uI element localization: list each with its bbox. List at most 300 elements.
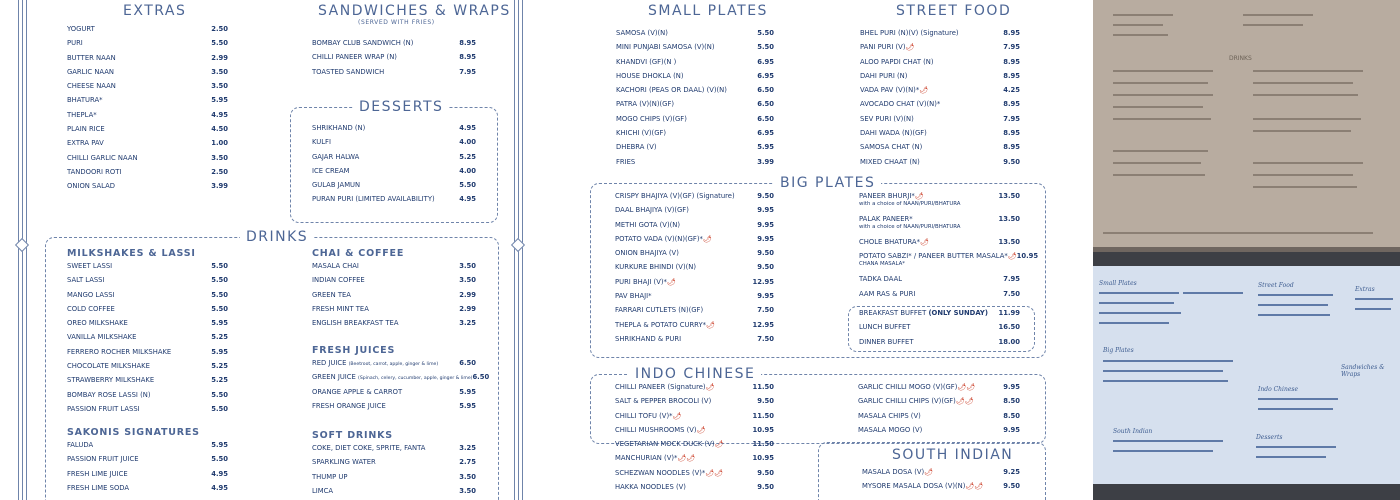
menu-item [67, 362, 228, 376]
photo-section-desserts: Desserts [1256, 434, 1283, 441]
menu-item-name: SAMOSA CHAT (N) [860, 143, 923, 152]
photo-section-extras: Extras [1355, 286, 1375, 293]
menu-item-price: 9.95 [757, 220, 774, 229]
menu-item-label [858, 412, 921, 420]
menu-item [615, 440, 774, 454]
menu-item-name: POTATO VADA (V)(N)(GF)* [615, 234, 703, 243]
menu-item [67, 54, 228, 68]
menu-item-name: SPARKLING WATER [312, 458, 376, 467]
menu-item-label [312, 276, 365, 284]
menu-item-name: DAHI WADA (N)(GF) [860, 129, 927, 138]
sandwiches-note: (SERVED WITH FRIES) [358, 19, 435, 26]
menu-item-label [860, 115, 914, 123]
buffet-list [859, 309, 1020, 352]
menu-item-price: 3.99 [757, 157, 774, 166]
menu-item-label [67, 405, 140, 413]
menu-item [616, 158, 774, 172]
menu-item [67, 291, 228, 305]
menu-item-label [615, 335, 681, 343]
menu-item-name: COLD COFFEE [67, 304, 115, 313]
menu-item [67, 82, 228, 96]
menu-item-price: 6.50 [757, 114, 774, 123]
menu-item-label [312, 373, 472, 381]
menu-item-name: BOMBAY CLUB SANDWICH (N) [312, 39, 414, 47]
menu-item-label [67, 333, 136, 341]
menu-item-label [615, 321, 715, 329]
menu-item-detail: (Beetroot, carrot, apple, ginger & lime) [348, 362, 439, 367]
photo-section-small-plates: Small Plates [1099, 280, 1137, 287]
menu-item-label [615, 426, 705, 434]
menu-item-price: 4.95 [459, 195, 476, 204]
menu-item-price: 3.50 [459, 262, 476, 270]
menu-item [312, 388, 476, 402]
menu-item [67, 154, 228, 168]
chai-heading: CHAI & COFFEE [312, 248, 405, 259]
menu-item [859, 309, 1020, 323]
menu-item-label [615, 206, 689, 214]
menu-item [615, 249, 774, 263]
big-plates-list-left [615, 192, 774, 349]
menu-item-price: 4.95 [211, 483, 228, 492]
menu-item-price: 4.95 [211, 469, 228, 478]
menu-item-label [312, 319, 398, 327]
small-plates-heading: SMALL PLATES [648, 3, 768, 19]
menu-item [67, 39, 228, 53]
menu-item-name: ONION BHAJIYA (V) [615, 249, 679, 258]
chili-icon: 🌶🌶 [705, 468, 724, 477]
menu-item-name: FRESH LIME SODA [67, 483, 130, 492]
menu-item-name: VANILLA MILKSHAKE [67, 333, 137, 342]
extras-list [67, 25, 228, 197]
menu-item-name: BHATURA* [67, 96, 103, 105]
menu-item-price: 5.95 [211, 347, 228, 356]
menu-item-name: ONION SALAD [67, 182, 115, 191]
menu-item [615, 278, 774, 292]
menu-item-price: 5.95 [757, 143, 774, 152]
menu-item-label [312, 153, 359, 161]
menu-item-name: SHRIKHAND & PURI [615, 334, 682, 343]
menu-photo-top[interactable] [1093, 0, 1400, 247]
menu-item-label [67, 484, 129, 492]
menu-item-name: SHRIKHAND (N) [312, 124, 366, 132]
menu-photo-bottom[interactable] [1093, 252, 1400, 500]
menu-item [862, 482, 1020, 496]
menu-item-price: 3.50 [211, 82, 228, 91]
menu-item [616, 43, 774, 57]
menu-item [616, 129, 774, 143]
menu-item-price: 1.00 [211, 139, 228, 148]
menu-item-name: FALUDA [67, 441, 94, 449]
menu-item-price: 3.50 [459, 276, 476, 285]
menu-item-name: MASALA CHIPS (V) [858, 411, 921, 420]
menu-item-label [859, 215, 960, 230]
menu-item-label [616, 72, 684, 80]
menu-item-price: 9.25 [1003, 468, 1020, 476]
menu-item-price: 2.99 [459, 290, 476, 299]
menu-item-label [67, 39, 83, 47]
menu-item-price: 5.50 [211, 455, 228, 464]
chili-icon: 🌶 [714, 440, 724, 449]
menu-item-label [312, 291, 351, 299]
menu-item [312, 276, 476, 290]
menu-item [860, 29, 1020, 43]
menu-item [67, 319, 228, 333]
menu-item-price: 9.50 [1003, 157, 1020, 166]
chili-icon: 🌶 [705, 383, 715, 391]
menu-item [616, 29, 774, 43]
menu-item [860, 100, 1020, 114]
menu-item-label [616, 58, 676, 66]
menu-item [616, 72, 774, 86]
menu-item [858, 426, 1020, 440]
photo-section-sandwiches: Sandwiches & Wraps [1341, 364, 1385, 378]
menu-item-name: CHILLI GARLIC NAAN [67, 153, 138, 162]
menu-item-price: 7.95 [1003, 43, 1020, 52]
menu-item-price: 9.50 [757, 483, 774, 492]
menu-item-name: EXTRA PAV [67, 139, 104, 148]
menu-item-label [615, 469, 723, 477]
menu-item-label [312, 39, 413, 47]
menu-item-price: 6.50 [757, 86, 774, 95]
menu-item-price: 5.50 [757, 43, 774, 52]
menu-item-name: YOGURT [67, 25, 95, 33]
menu-item-label [615, 440, 723, 448]
menu-item-label [616, 29, 668, 37]
menu-item-label [312, 444, 425, 452]
menu-item [67, 305, 228, 319]
menu-item [67, 68, 228, 82]
menu-item [312, 124, 476, 138]
menu-item-name: BREAKFAST BUFFET [859, 309, 927, 317]
menu-item-label [67, 348, 171, 356]
menu-item-name: CHILLI PANEER WRAP (N) [312, 53, 397, 62]
menu-item-name: OREO MILKSHAKE [67, 319, 128, 328]
menu-item [859, 238, 1020, 252]
menu-item-price: 13.50 [998, 192, 1020, 200]
menu-item-name: FARRARI CUTLETS (N)(GF) [615, 306, 704, 315]
menu-item-price: 5.50 [211, 390, 228, 399]
menu-item [616, 100, 774, 114]
menu-item-name: CRISPY BHAJIYA (V)(GF) (Signature) [615, 192, 735, 200]
menu-item-name: ICE CREAM [312, 166, 350, 175]
menu-item-label [67, 168, 121, 176]
menu-item [67, 333, 228, 347]
menu-item-price: 9.95 [757, 292, 774, 301]
menu-item-price: 16.50 [998, 323, 1020, 332]
indo-chinese-list-right [858, 383, 1020, 440]
menu-item-price: 5.50 [211, 276, 228, 285]
menu-item-label [67, 276, 104, 284]
menu-item-name: SAMOSA (V)(N) [616, 29, 668, 37]
menu-item-price: 10.95 [752, 454, 774, 463]
menu-item-price: 4.00 [459, 166, 476, 175]
extras-heading: EXTRAS [123, 3, 187, 19]
menu-item-label [67, 455, 139, 463]
menu-item-price: 6.50 [472, 373, 490, 382]
menu-item [858, 412, 1020, 426]
menu-item-name: FERRERO ROCHER MILKSHAKE [67, 347, 172, 356]
menu-item-name: LUNCH BUFFET [859, 323, 911, 332]
menu-item-label [615, 292, 652, 300]
menu-item-name: MIXED CHAAT (N) [860, 157, 920, 166]
menu-item [312, 39, 476, 53]
menu-item [860, 43, 1020, 57]
menu-item-label [859, 290, 915, 298]
menu-item-label [859, 275, 902, 283]
street-food-heading: STREET FOOD [896, 3, 1012, 19]
menu-item-name: PANEER BHURJI* [859, 192, 915, 200]
menu-item-name: PAV BHAJI* [615, 292, 652, 301]
menu-item-label [615, 278, 676, 286]
menu-item-label [67, 125, 105, 133]
menu-item-name: MYSORE MASALA DOSA (V)(N) [862, 482, 966, 491]
menu-item [67, 111, 228, 125]
indo-chinese-list-left [615, 383, 774, 497]
menu-item-name: PURI [67, 39, 83, 48]
menu-item [312, 487, 476, 500]
menu-item-name: MINI PUNJABI SAMOSA (V)(N) [616, 43, 715, 52]
menu-item-price: 7.95 [1003, 114, 1020, 123]
menu-item-label [67, 182, 115, 190]
menu-item-label [67, 376, 154, 384]
menu-item-price: 5.95 [459, 401, 476, 410]
menu-item [312, 53, 476, 67]
menu-item-price: 10.95 [752, 425, 774, 434]
menu-item-name: PURI BHAJI (V)* [615, 277, 667, 286]
menu-item [615, 426, 774, 440]
menu-item-label [312, 458, 376, 466]
menu-item-price: 3.25 [459, 319, 476, 328]
menu-item [858, 397, 1020, 411]
menu-item [67, 182, 228, 196]
menu-item [859, 215, 1020, 238]
menu-item-name: FRESH LIME JUICE [67, 469, 128, 478]
menu-item-label [616, 115, 687, 123]
menu-item-label [859, 338, 914, 346]
menu-item [67, 441, 228, 455]
menu-item-price: 5.25 [211, 333, 228, 342]
menu-item-price: 5.50 [211, 39, 228, 48]
menu-item-name: DINNER BUFFET [859, 337, 914, 346]
chili-icon: 🌶🌶 [965, 482, 984, 491]
menu-item-price: 2.99 [459, 304, 476, 313]
south-indian-heading: SOUTH INDIAN [886, 447, 1019, 463]
menu-item-name: DAAL BHAJIYA (V)(GF) [615, 206, 689, 215]
indo-chinese-heading: INDO CHINESE [629, 366, 761, 382]
menu-item-price: 5.25 [459, 152, 476, 161]
menu-item-price: 5.50 [211, 262, 228, 270]
menu-item-price: 3.25 [459, 444, 476, 452]
menu-item-price: 3.50 [459, 486, 476, 495]
menu-item [67, 484, 228, 498]
chili-icon: 🌶 [702, 234, 712, 243]
menu-item-label [860, 86, 928, 94]
menu-item-label [615, 306, 703, 314]
menu-item-name: GULAB JAMUN [312, 181, 361, 190]
menu-item-name: SALT & PEPPER BROCOLI (V) [615, 397, 712, 406]
menu-item-name: AAM RAS & PURI [859, 289, 916, 298]
menu-item [312, 181, 476, 195]
sakonis-heading: SAKONIS SIGNATURES [67, 427, 200, 438]
menu-item-label [616, 143, 657, 151]
chili-icon: 🌶🌶 [677, 454, 696, 463]
menu-item-name: VADA PAV (V)(N)* [860, 86, 920, 95]
menu-item-price: 18.00 [998, 337, 1020, 346]
menu-item [860, 86, 1020, 100]
menu-item-name: THEPLA* [67, 110, 97, 119]
menu-item-price: 5.95 [211, 319, 228, 328]
menu-item-price: 4.95 [211, 110, 228, 119]
menu-item-name: THEPLA & POTATO CURRY* [615, 320, 707, 329]
menu-item [312, 305, 476, 319]
menu-item-label [616, 100, 674, 108]
menu-item [312, 444, 476, 458]
menu-item-name: POTATO SABZI* / PANEER BUTTER MASALA* [859, 252, 1008, 261]
photo-section-south-indian: South Indian [1113, 428, 1153, 435]
menu-item-label [67, 25, 95, 33]
menu-item-price: 3.50 [459, 472, 476, 481]
menu-item-label [312, 138, 331, 146]
menu-item-label [67, 82, 116, 90]
menu-item [615, 335, 774, 349]
menu-item [615, 397, 774, 411]
menu-item-label [67, 54, 116, 62]
menu-item-name: PANI PURI (V) [860, 43, 906, 52]
menu-item [312, 291, 476, 305]
menu-item-name: ENGLISH BREAKFAST TEA [312, 319, 399, 328]
menu-item [67, 96, 228, 110]
menu-item-price: 4.25 [1003, 86, 1020, 95]
menu-item-name: METHI GOTA (V)(N) [615, 220, 680, 229]
menu-item [615, 454, 774, 468]
menu-item [615, 206, 774, 220]
menu-item-name: BUTTER NAAN [67, 53, 116, 62]
menu-item-name: KHANDVI (GF)(N ) [616, 57, 677, 66]
menu-item [67, 376, 228, 390]
menu-item-price: 7.95 [1003, 275, 1020, 284]
menu-item-price: 9.50 [757, 468, 774, 477]
chai-list [312, 262, 476, 333]
menu-item [312, 195, 476, 209]
menu-item-label [312, 167, 349, 175]
menu-item-name: VEGETARIAN MOCK DUCK (V) [615, 440, 715, 449]
menu-item-name: FRESH ORANGE JUICE [312, 401, 386, 410]
menu-item-price: 2.50 [211, 25, 228, 33]
menu-item-name: CHILLI PANEER (Signature) [615, 383, 706, 391]
menu-item-price: 5.50 [211, 304, 228, 313]
menu-item [615, 383, 774, 397]
menu-item [67, 262, 228, 276]
menu-item-price: 13.50 [998, 238, 1020, 246]
menu-item-subtitle: with a choice of NAAN/PURI/BHATURA [859, 224, 961, 230]
menu-item-label [67, 111, 97, 119]
menu-item-price: 11.50 [752, 383, 774, 391]
menu-item-label [312, 68, 384, 76]
menu-item-label [860, 58, 934, 66]
juices-heading: FRESH JUICES [312, 345, 396, 356]
menu-item-price: 9.95 [1003, 425, 1020, 434]
menu-item-price: 8.95 [1003, 143, 1020, 152]
menu-item-name: COKE, DIET COKE, SPRITE, FANTA [312, 444, 426, 452]
menu-item-price: 6.95 [757, 71, 774, 80]
menu-item [312, 373, 490, 387]
menu-item-price: 12.95 [752, 320, 774, 329]
menu-item-price: 11.50 [752, 411, 774, 420]
menu-item-name: FRIES [616, 157, 636, 166]
menu-item-label [862, 482, 983, 490]
menu-item-name: MASALA MOGO (V) [858, 425, 923, 434]
menu-item-name: DHEBRA (V) [616, 143, 657, 152]
chili-icon: 🌶 [919, 86, 929, 95]
menu-item-label [860, 43, 914, 51]
photo-section-street-food: Street Food [1258, 282, 1294, 289]
menu-item-price: 5.50 [757, 29, 774, 37]
menu-item [860, 115, 1020, 129]
menu-item-label [67, 319, 128, 327]
menu-item-label [67, 262, 112, 270]
menu-item-name: SEV PURI (V)(N) [860, 114, 914, 123]
menu-page-middle [530, 0, 1078, 500]
menu-item-label [616, 43, 715, 51]
menu-item [312, 402, 476, 416]
menu-item-price: 4.00 [459, 138, 476, 147]
menu-item-price: 8.95 [459, 39, 476, 47]
menu-item-price: 5.50 [211, 404, 228, 413]
milkshakes-heading: MILKSHAKES & LASSI [67, 248, 196, 259]
chili-icon: 🌶 [919, 238, 929, 246]
menu-item [312, 153, 476, 167]
menu-item [615, 221, 774, 235]
menu-item-label [860, 72, 907, 80]
menu-item-label [67, 441, 93, 449]
menu-item [860, 58, 1020, 72]
menu-item-label [860, 158, 920, 166]
chili-icon: 🌶 [924, 468, 934, 476]
desserts-heading: DESSERTS [353, 99, 449, 115]
sakonis-list [67, 441, 228, 498]
menu-item-label [860, 29, 959, 37]
menu-item-label [312, 53, 397, 61]
menu-item-name: MASALA CHAI [312, 262, 359, 270]
menu-item-name: HOUSE DHOKLA (N) [616, 71, 684, 80]
menu-item-name: INDIAN COFFEE [312, 276, 365, 285]
menu-item-label [859, 252, 1017, 267]
menu-item-name: TADKA DAAL [859, 275, 903, 284]
chili-icon: 🌶 [706, 320, 715, 329]
menu-item-price: 8.50 [1003, 411, 1020, 420]
menu-item [860, 143, 1020, 157]
menu-item-label [67, 68, 114, 76]
menu-item-name: GREEN TEA [312, 290, 351, 299]
menu-item [859, 192, 1020, 215]
menu-item [615, 292, 774, 306]
big-plates-heading: BIG PLATES [774, 175, 881, 191]
menu-item-label [67, 305, 115, 313]
big-plates-list-right [859, 192, 1039, 304]
menu-item-price: 5.95 [211, 96, 228, 105]
menu-item [859, 252, 1039, 275]
menu-item [616, 58, 774, 72]
menu-item-label [615, 192, 735, 200]
photo-section-big-plates: Big Plates [1103, 347, 1134, 354]
photo-strip [1093, 0, 1400, 500]
menu-item-price: 11.50 [752, 440, 774, 449]
chili-icon: 🌶🌶 [955, 397, 974, 406]
menu-item-price: 5.25 [211, 376, 228, 385]
menu-item [860, 72, 1020, 86]
menu-item-price: 4.50 [211, 125, 228, 134]
menu-item [616, 115, 774, 129]
